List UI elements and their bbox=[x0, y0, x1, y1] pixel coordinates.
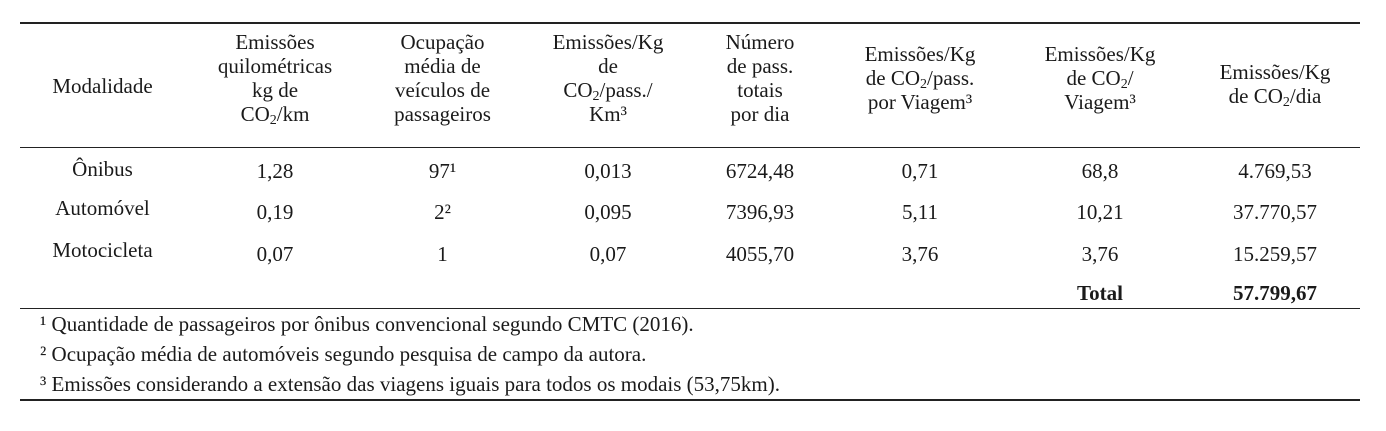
cell-modalidade: Automóvel bbox=[55, 196, 150, 220]
cell-numero-pass: 7396,93 bbox=[725, 200, 795, 224]
cell-ocupacao: 97¹ bbox=[428, 159, 457, 183]
cell-emissoes-viagem: 68,8 bbox=[1081, 159, 1119, 183]
cell-emissoes-km: 0,19 bbox=[256, 200, 294, 224]
header-emissoes-viagem: Emissões/Kg de $CO_2/$ Viagem³ bbox=[1044, 42, 1156, 114]
cell-ocupacao: 2² bbox=[434, 200, 451, 224]
cell-numero-pass: 6724,48 bbox=[725, 159, 795, 183]
table-bottom-rule bbox=[20, 399, 1360, 401]
cell-emissoes-km: 0,07 bbox=[256, 242, 294, 266]
cell-emissoes-pass-viagem: 0,71 bbox=[901, 159, 939, 183]
cell-emissoes-dia: 4.769,53 bbox=[1238, 159, 1312, 183]
total-value: 57.799,67 bbox=[1233, 281, 1317, 305]
footnote-3: ³ Emissões considerando a extensão das viagens iguais para todos os modais (53,75km). bbox=[40, 372, 780, 396]
header-numero-pass: Número de pass. totais por dia bbox=[725, 30, 795, 126]
cell-ocupacao: 1 bbox=[437, 242, 448, 266]
cell-modalidade: Ônibus bbox=[72, 157, 133, 181]
cell-emissoes-pass-km: 0,095 bbox=[584, 200, 632, 224]
table-total-rule bbox=[20, 308, 1360, 309]
header-emissoes-pass-km: Emissões/Kg de $CO_2/pass./$ Km³ bbox=[552, 30, 664, 126]
cell-emissoes-pass-km: 0,013 bbox=[584, 159, 632, 183]
header-emissoes-dia: Emissões/Kg de $CO_2$/dia bbox=[1219, 60, 1331, 110]
cell-modalidade: Motocicleta bbox=[52, 238, 153, 262]
cell-emissoes-pass-km: 0,07 bbox=[589, 242, 627, 266]
cell-emissoes-dia: 37.770,57 bbox=[1233, 200, 1317, 224]
cell-emissoes-pass-viagem: 5,11 bbox=[902, 200, 938, 224]
cell-emissoes-viagem: 3,76 bbox=[1081, 242, 1119, 266]
footnote-2: ² Ocupação média de automóveis segundo pesquisa de campo da autora. bbox=[40, 342, 647, 366]
header-modalidade: Modalidade bbox=[52, 74, 153, 98]
cell-emissoes-dia: 15.259,57 bbox=[1233, 242, 1317, 266]
table-top-rule bbox=[20, 22, 1360, 24]
cell-emissoes-pass-viagem: 3,76 bbox=[901, 242, 939, 266]
cell-emissoes-km: 1,28 bbox=[256, 159, 294, 183]
header-emissoes-pass-viagem: Emissões/Kg de $CO_2$/pass. por Viagem³ bbox=[864, 42, 976, 114]
cell-emissoes-viagem: 10,21 bbox=[1076, 200, 1124, 224]
footnote-1: ¹ Quantidade de passageiros por ônibus convencional segundo CMTC (2016). bbox=[40, 312, 694, 336]
table-header-rule bbox=[20, 147, 1360, 148]
header-emissoes-quilometricas: Emissões quilométricas kg de $CO_2/km$ bbox=[217, 30, 333, 128]
header-ocupacao-media: Ocupação média de veículos de passageiros bbox=[394, 30, 491, 126]
cell-numero-pass: 4055,70 bbox=[725, 242, 795, 266]
total-label: Total bbox=[1077, 281, 1123, 305]
